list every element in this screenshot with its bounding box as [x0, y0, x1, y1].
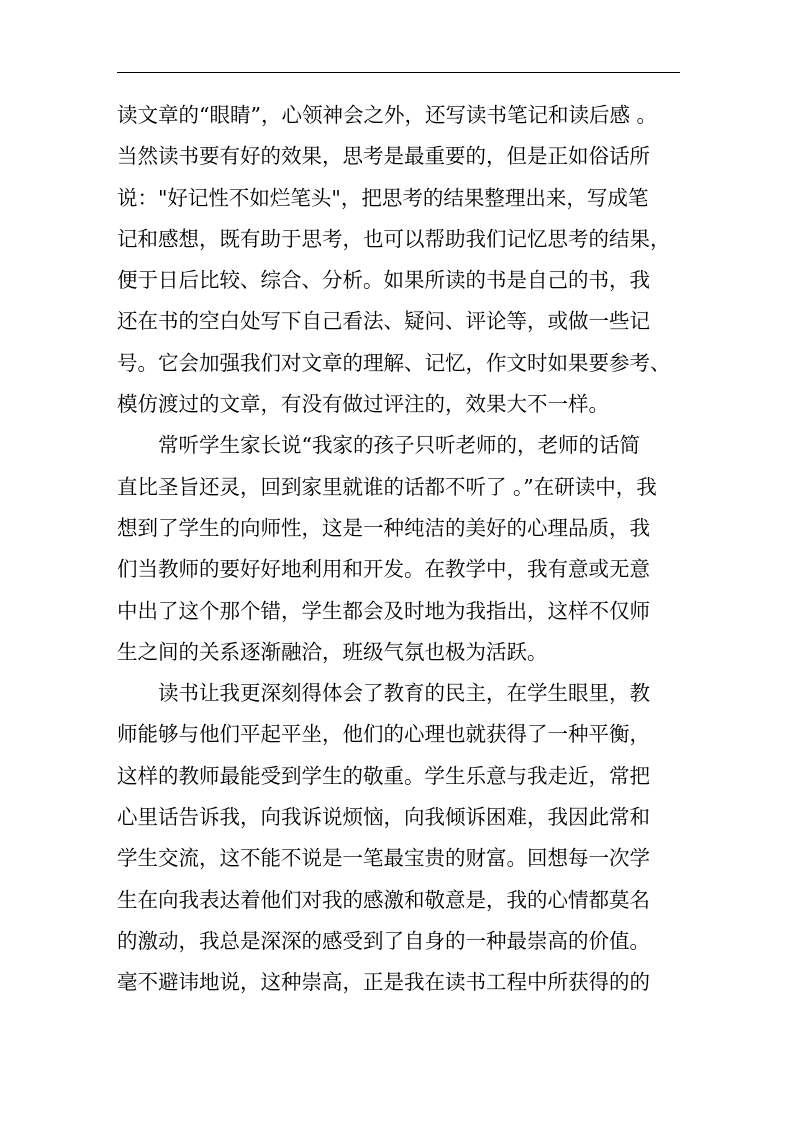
text-line: 中出了这个那个错，学生都会及时地为我指出，这样不仅师 — [117, 598, 650, 623]
paragraph-first-line: 读书让我更深刻得体会了教育的民主，在学生眼里，教 — [158, 681, 650, 706]
text-line: 的激动，我总是深深的感受到了自身的一种最崇高的价值。 — [117, 928, 650, 953]
body-text — [117, 95, 680, 1004]
text-line: 读文章的“眼睛”，心领神会之外，还写读书笔记和读后感 。 — [117, 103, 657, 127]
text-line: 生之间的关系逐渐融洽，班级气氛也极为活跃。 — [117, 639, 548, 664]
text-line: 当然读书要有好的效果，思考是最重要的，但是正如俗话所 — [117, 144, 650, 169]
text-line: 想到了学生的向师性，这是一种纯洁的美好的心理品质，我 — [117, 515, 650, 540]
text-line: 便于日后比较、综合、分析。如果所读的书是自己的书，我 — [117, 268, 650, 293]
text-line: 这样的教师最能受到学生的敬重。学生乐意与我走近，常把 — [117, 763, 650, 788]
text-line: 们当教师的要好好地利用和开发。在教学中，我有意或无意 — [117, 557, 650, 582]
text-line: 直比圣旨还灵，回到家里就谁的话都不听了 。”在研读中，我 — [117, 474, 657, 499]
text-line: 学生交流，这不能不说是一笔最宝贵的财富。回想每一次学 — [117, 846, 650, 871]
text-line: 毫不避讳地说，这种崇高，正是我在读书工程中所获得的的 — [117, 970, 650, 995]
text-line: 生在向我表达着他们对我的感激和敬意是，我的心情都莫名 — [117, 887, 650, 912]
text-line: 模仿渡过的文章，有没有做过评注的，效果大不一样。 — [117, 392, 609, 417]
paragraph-first-line: 常听学生家长说“我家的孩子只听老师的，老师的话简 — [158, 433, 640, 458]
text-line: 记和感想，既有助于思考，也可以帮助我们记忆思考的结果， — [117, 226, 671, 251]
text-line: 还在书的空白处写下自己看法、疑问、评论等，或做一些记 — [117, 309, 650, 334]
text-line: 号。它会加强我们对文章的理解、记忆，作文时如果要参考、 — [117, 350, 671, 375]
header-rule — [117, 72, 680, 73]
text-line: 说："好记性不如烂笔头"，把思考的结果整理出来，写成笔 — [117, 185, 649, 210]
text-line: 师能够与他们平起平坐，他们的心理也就获得了一种平衡， — [117, 722, 650, 747]
text-line: 心里话告诉我，向我诉说烦恼，向我倾诉困难，我因此常和 — [117, 805, 650, 830]
